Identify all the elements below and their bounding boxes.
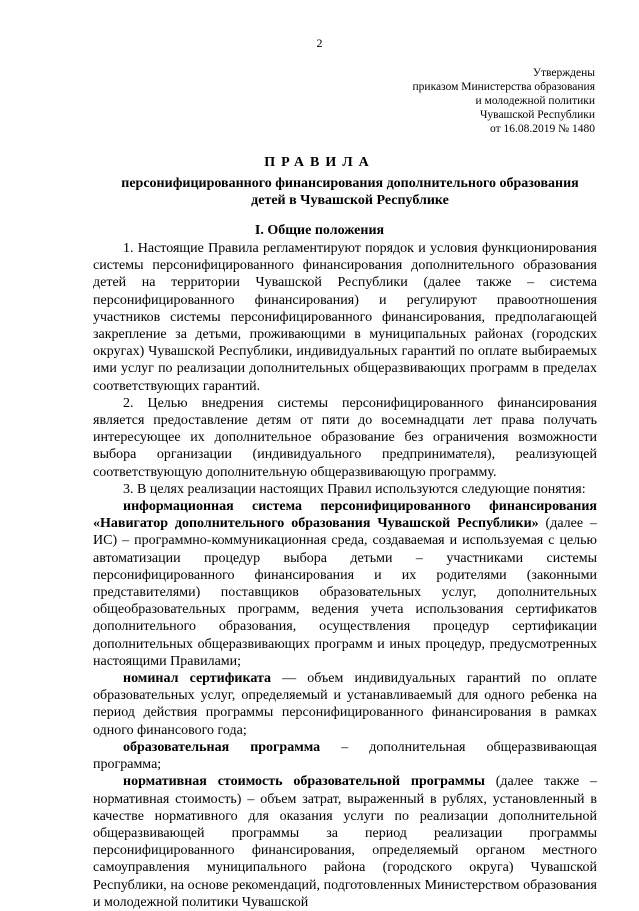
paragraph-2: 2. Целью внедрения системы персонифицированного финансирования является предоставление детям от пяти до восемнадцати лет права получать интересующее их дополнительное образование без ограничения возможности выбора организации (индивидуального предпринимателя), реализующей соответствующую дополнительную общеразвивающую программу.: [93, 395, 597, 480]
section-heading: I. Общие положения: [254, 223, 385, 238]
approval-line: Чувашской Республики: [479, 109, 595, 121]
approval-line: Утверждены: [532, 67, 595, 79]
approval-line: и молодежной политики: [475, 95, 595, 107]
paragraph-1: 1. Настоящие Правила регламентируют порядок и условия функционирования системы персонифицированного финансирования дополнительного образования детей на территории Чувашской Республики (далее также – система персонифицированного финансирования) и регулируют правоотношения участников системы персонифицированного финансирования, предполагающей закрепление за детьми, проживающими в муниципальных районах (городских округах) Чувашской Республики, индивидуальных гарантий по оплате выбираемых ими услуг по реализации дополнительных общеразвивающих программ в пределах соответствующих гарантий.: [93, 241, 597, 394]
paragraph-3: 3. В целях реализации настоящих Правил используются следующие понятия:: [123, 481, 586, 497]
document-title: ПРАВИЛА: [264, 155, 375, 170]
approval-line: приказом Министерства образования: [412, 81, 595, 93]
definition-cost-text: (далее также – нормативная стоимость) – объем затрат, выраженный в рублях, установленный в качестве нормативного для оказания услуги по реализации дополнительной общеразвивающей программы за период реализации программы персонифицированного финансирования, определяемый органом местного самоуправления муниципального района (городского округа) Чувашской Республики, на основе рекомендаций, подготовленных Министерством образования и молодежной политики Чувашской: [93, 774, 598, 910]
term-nominal: номинал сертификата: [123, 671, 272, 687]
document-subtitle: персонифицированного финансирования дополнительного образования детей в Чувашской Республике: [121, 176, 579, 208]
definition-cost: [93, 773, 597, 911]
term-program: образовательная программа: [123, 739, 321, 755]
page-number: 2: [316, 36, 323, 50]
definition-is-text: (далее – ИС) – программно-коммуникационная среда, создаваемая и используемая с целью автоматизации процедур выбора детьми – участниками системы персонифицированного финансирования и их родителями (законными представителями) поставщиков образовательных услуг, дополнительных общеобразовательных программ, ведения учета использования сертификатов дополнительного образования, осуществления процедур сертификации дополнительных общеразвивающих программ и иных процедур, предусмотренных настоящими Правилами;: [93, 516, 597, 669]
document-body: [93, 240, 597, 911]
definition-nominal-text: — объем индивидуальных гарантий по оплате образовательных услуг, определяемый и устанавливаемый для одного ребенка на период действия программы персонифицированного финансирования в рамках одного финансового года;: [93, 671, 597, 738]
definition-program: [93, 739, 597, 773]
definition-is: [93, 498, 597, 670]
approval-block: [413, 66, 595, 136]
term-is: информационная система персонифицированного финансирования «Навигатор дополнительного образования Чувашской Республики»: [93, 499, 597, 532]
definition-program-text: – дополнительная общеразвивающая программа;: [93, 739, 597, 773]
term-cost: нормативная стоимость образовательной программы: [123, 774, 485, 790]
definition-nominal: [93, 670, 597, 739]
approval-line: от 16.08.2019 № 1480: [490, 123, 595, 135]
